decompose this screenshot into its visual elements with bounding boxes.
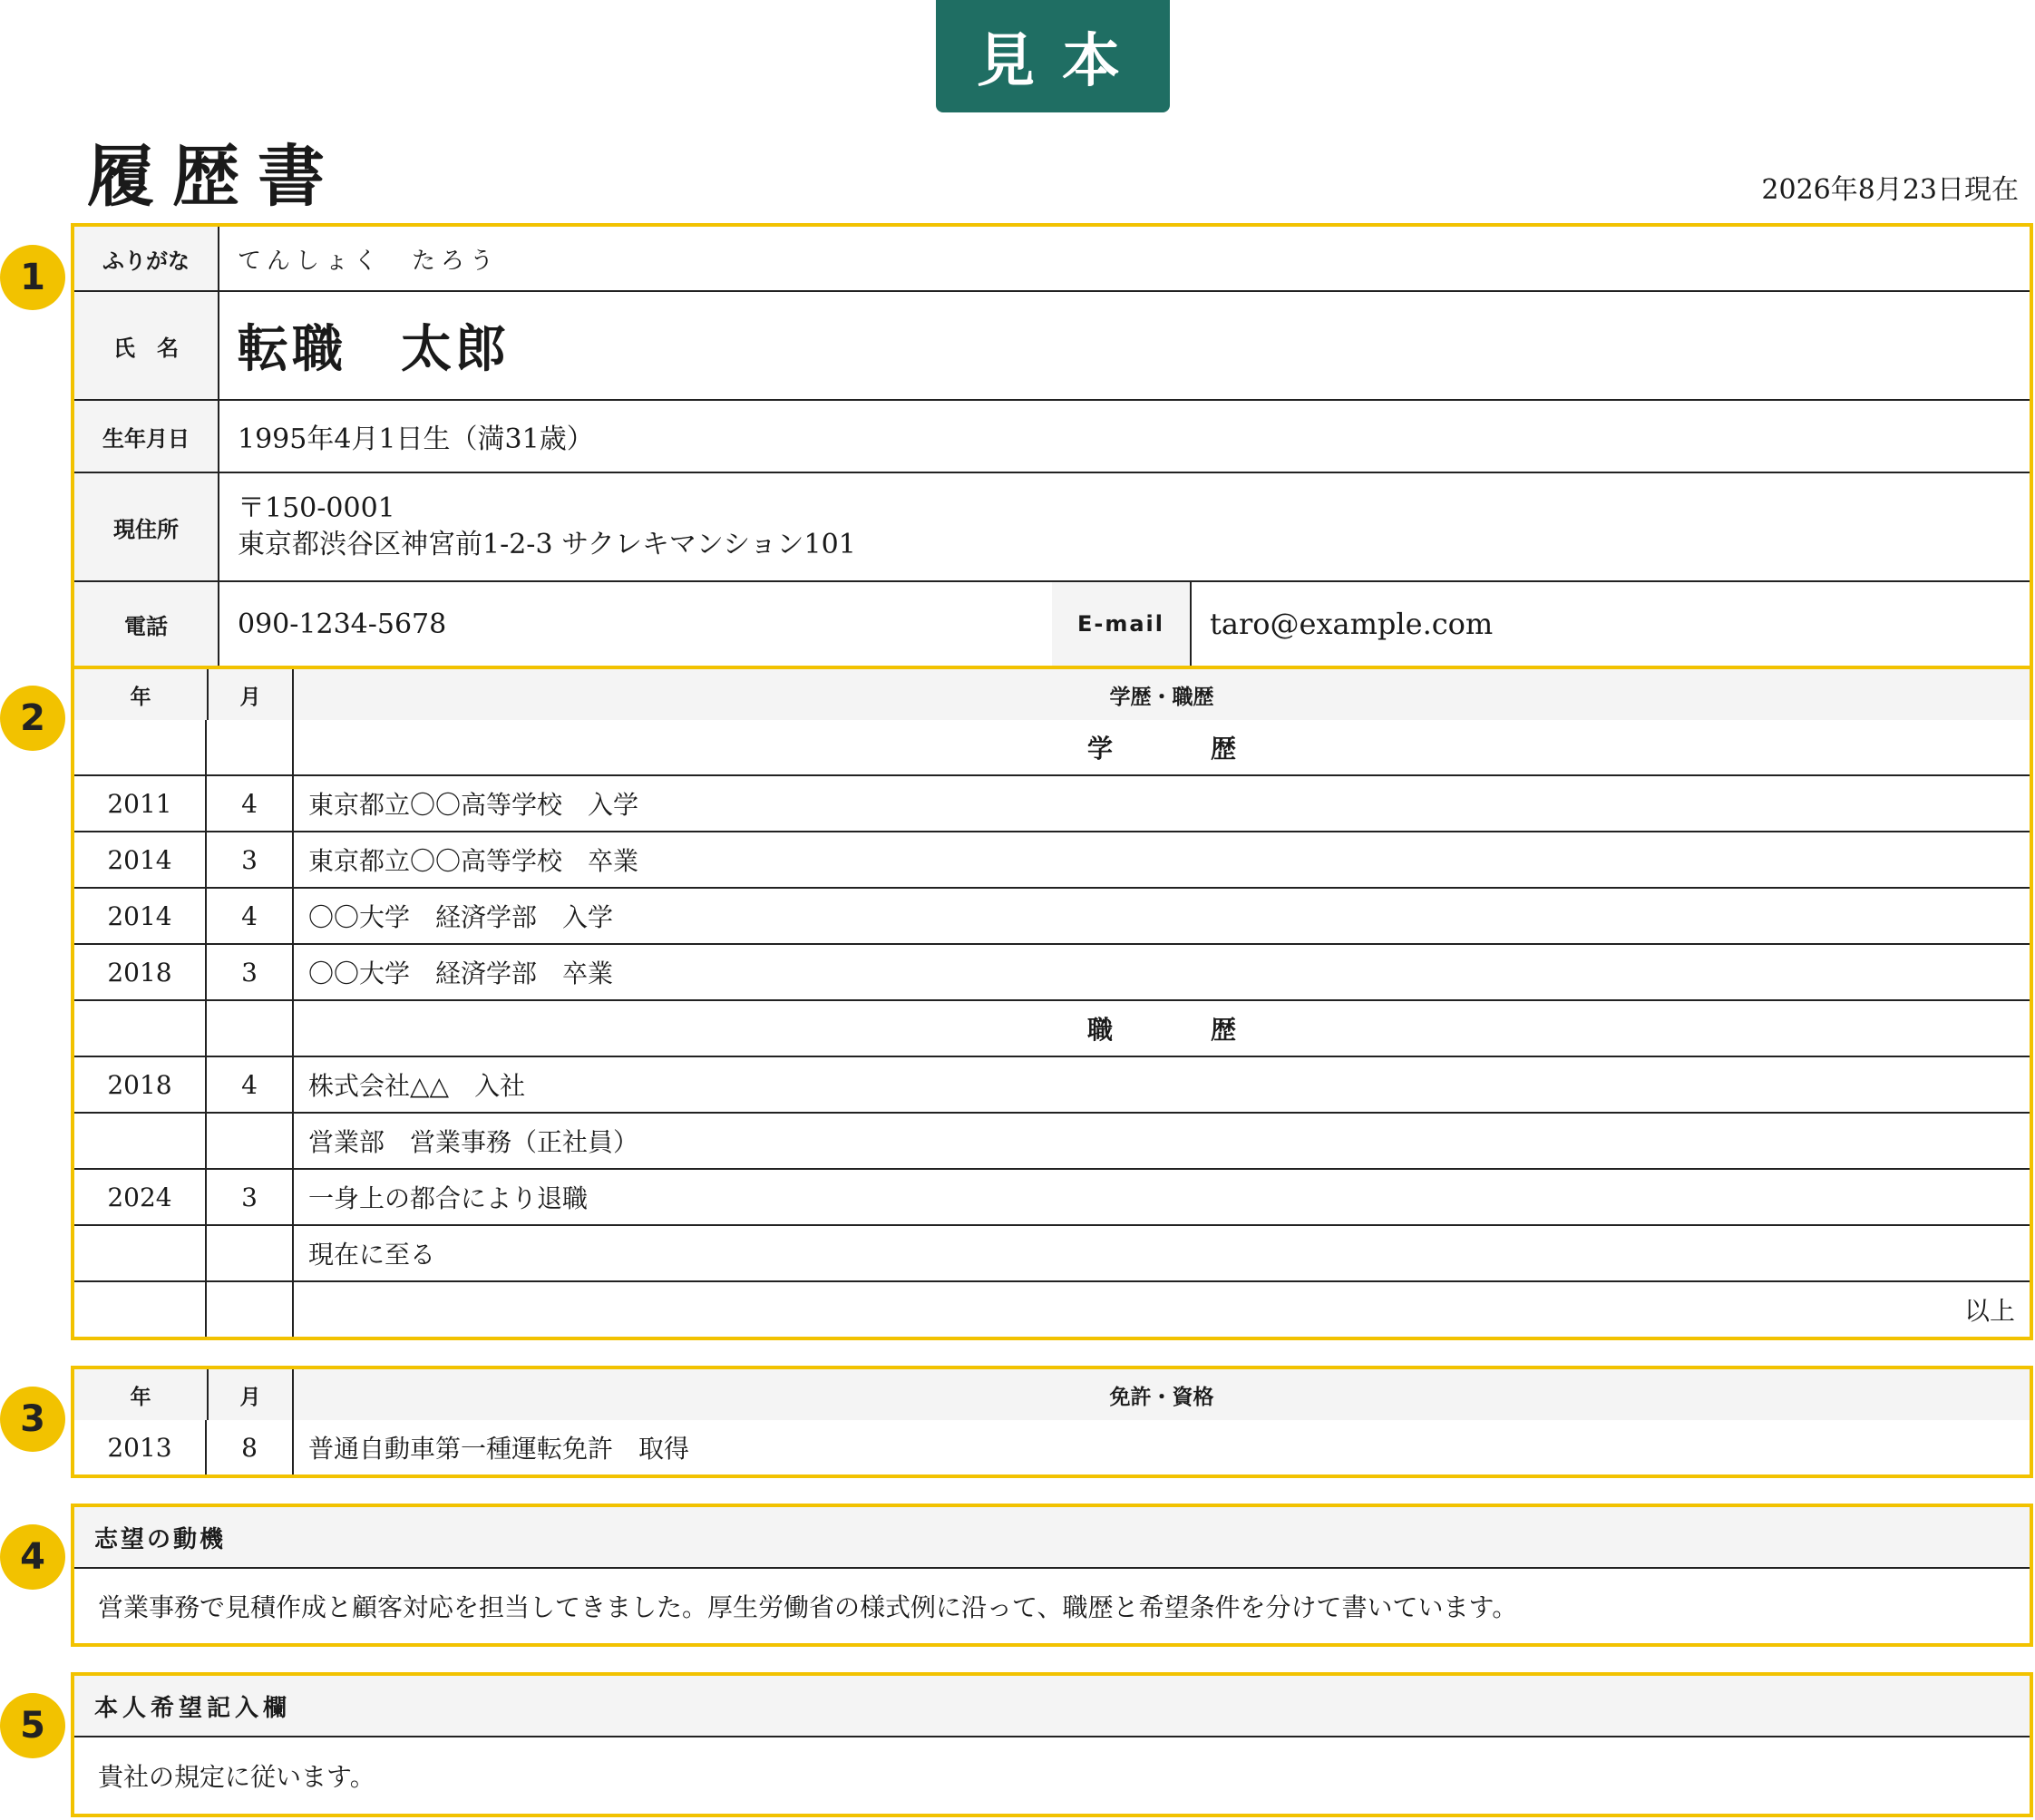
- address-text: 東京都渋谷区神宮前1-2-3 サクレキマンション101: [238, 529, 856, 560]
- empty-cell: [74, 720, 207, 774]
- row-year: [74, 1114, 207, 1168]
- row-year: 2024: [74, 1170, 207, 1224]
- empty-cell: [74, 1282, 207, 1337]
- wishes-section: [71, 1672, 2033, 1817]
- address-label: 現住所: [74, 473, 219, 580]
- name-row: [74, 292, 2030, 401]
- row-year: [74, 1226, 207, 1280]
- document-title: 履歴書: [87, 138, 343, 216]
- row-text: 現在に至る: [308, 1240, 436, 1270]
- name-label: 氏 名: [74, 292, 219, 399]
- phone-value: 090-1234-5678: [238, 608, 447, 640]
- row-month: 8: [207, 1420, 294, 1474]
- contact-row: [74, 582, 2030, 666]
- wishes-title: 本人希望記入欄: [74, 1676, 2030, 1737]
- row-month: 3: [207, 832, 294, 887]
- personal-info-section: [71, 223, 2033, 669]
- row-month: 4: [207, 1057, 294, 1112]
- birth-value: 1995年4月1日生（満31歳）: [238, 423, 594, 455]
- row-month: 3: [207, 945, 294, 999]
- row-text: 普通自動車第一種運転免許 取得: [308, 1434, 690, 1464]
- empty-cell: [207, 1282, 294, 1337]
- licenses-month-header: 月: [207, 1369, 294, 1420]
- document-date: 2026年8月23日現在: [1761, 174, 2019, 206]
- section-marker-4: 4: [0, 1524, 65, 1590]
- work-heading-row: [74, 1001, 2030, 1057]
- row-year: 2018: [74, 945, 207, 999]
- motivation-text: 営業事務で見積作成と顧客対応を担当してきました。厚生労働省の様式例に沿って、職歴と希望条件を分けて書いています。: [98, 1592, 1518, 1622]
- row-year: 2018: [74, 1057, 207, 1112]
- furigana-value: てんしょく たろう: [238, 247, 500, 275]
- row-year: 2014: [74, 889, 207, 943]
- history-title-header: 学歴・職歴: [1109, 685, 1214, 709]
- furigana-row: [74, 227, 2030, 292]
- empty-cell: [207, 720, 294, 774]
- furigana-label: ふりがな: [74, 227, 219, 290]
- row-year: 2013: [74, 1420, 207, 1474]
- address-row: [74, 473, 2030, 582]
- row-text: 一身上の都合により退職: [308, 1183, 589, 1213]
- email-label: E-mail: [1052, 582, 1192, 666]
- history-end-mark: 以上: [1963, 1296, 2015, 1326]
- education-heading-row: [74, 720, 2030, 776]
- row-text: 株式会社△△ 入社: [308, 1071, 526, 1101]
- row-text: 〇〇大学 経済学部 入学: [308, 902, 614, 932]
- table-row: [74, 945, 2030, 1001]
- row-month: [207, 1114, 294, 1168]
- table-row: [74, 1057, 2030, 1114]
- phone-label: 電話: [74, 582, 219, 666]
- section-marker-1: 1: [0, 245, 65, 310]
- row-month: [207, 1226, 294, 1280]
- row-month: 3: [207, 1170, 294, 1224]
- row-month: 4: [207, 776, 294, 831]
- table-row: [74, 1226, 2030, 1282]
- empty-cell: [207, 1001, 294, 1056]
- empty-cell: [74, 1001, 207, 1056]
- table-row: [74, 1170, 2030, 1226]
- table-row: [74, 889, 2030, 945]
- section-marker-3: 3: [0, 1387, 65, 1452]
- motivation-section: [71, 1504, 2033, 1647]
- table-row: [74, 832, 2030, 889]
- table-row: [74, 1114, 2030, 1170]
- row-text: 〇〇大学 経済学部 卒業: [308, 959, 614, 988]
- history-header: [74, 669, 2030, 720]
- postal-code: 〒150-0001: [238, 492, 395, 524]
- row-text: 東京都立〇〇高等学校 卒業: [308, 846, 639, 876]
- education-heading: 学 歴: [1086, 734, 1272, 764]
- birth-label: 生年月日: [74, 401, 219, 472]
- licenses-header: [74, 1369, 2030, 1420]
- sample-badge: 見本: [936, 0, 1170, 112]
- table-row: [74, 1420, 2030, 1474]
- licenses-title-header: 免許・資格: [1109, 1385, 1214, 1409]
- licenses-section: [71, 1366, 2033, 1478]
- name-value: 転職 太郎: [238, 319, 510, 379]
- section-marker-2: 2: [0, 686, 65, 751]
- history-month-header: 月: [207, 669, 294, 720]
- licenses-year-header: 年: [130, 1385, 151, 1409]
- history-section: [71, 666, 2033, 1340]
- row-year: 2014: [74, 832, 207, 887]
- email-value: taro@example.com: [1210, 607, 1494, 641]
- row-text: 営業部 営業事務（正社員）: [308, 1127, 639, 1157]
- row-text: 東京都立〇〇高等学校 入学: [308, 790, 639, 820]
- work-heading: 職 歴: [1086, 1015, 1272, 1045]
- table-row: [74, 776, 2030, 832]
- motivation-title: 志望の動機: [74, 1507, 2030, 1569]
- history-end-row: [74, 1282, 2030, 1337]
- history-year-header: 年: [130, 685, 151, 709]
- birth-row: [74, 401, 2030, 473]
- wishes-text: 貴社の規定に従います。: [98, 1762, 375, 1792]
- address-value: [238, 473, 856, 580]
- row-year: 2011: [74, 776, 207, 831]
- row-month: 4: [207, 889, 294, 943]
- section-marker-5: 5: [0, 1693, 65, 1758]
